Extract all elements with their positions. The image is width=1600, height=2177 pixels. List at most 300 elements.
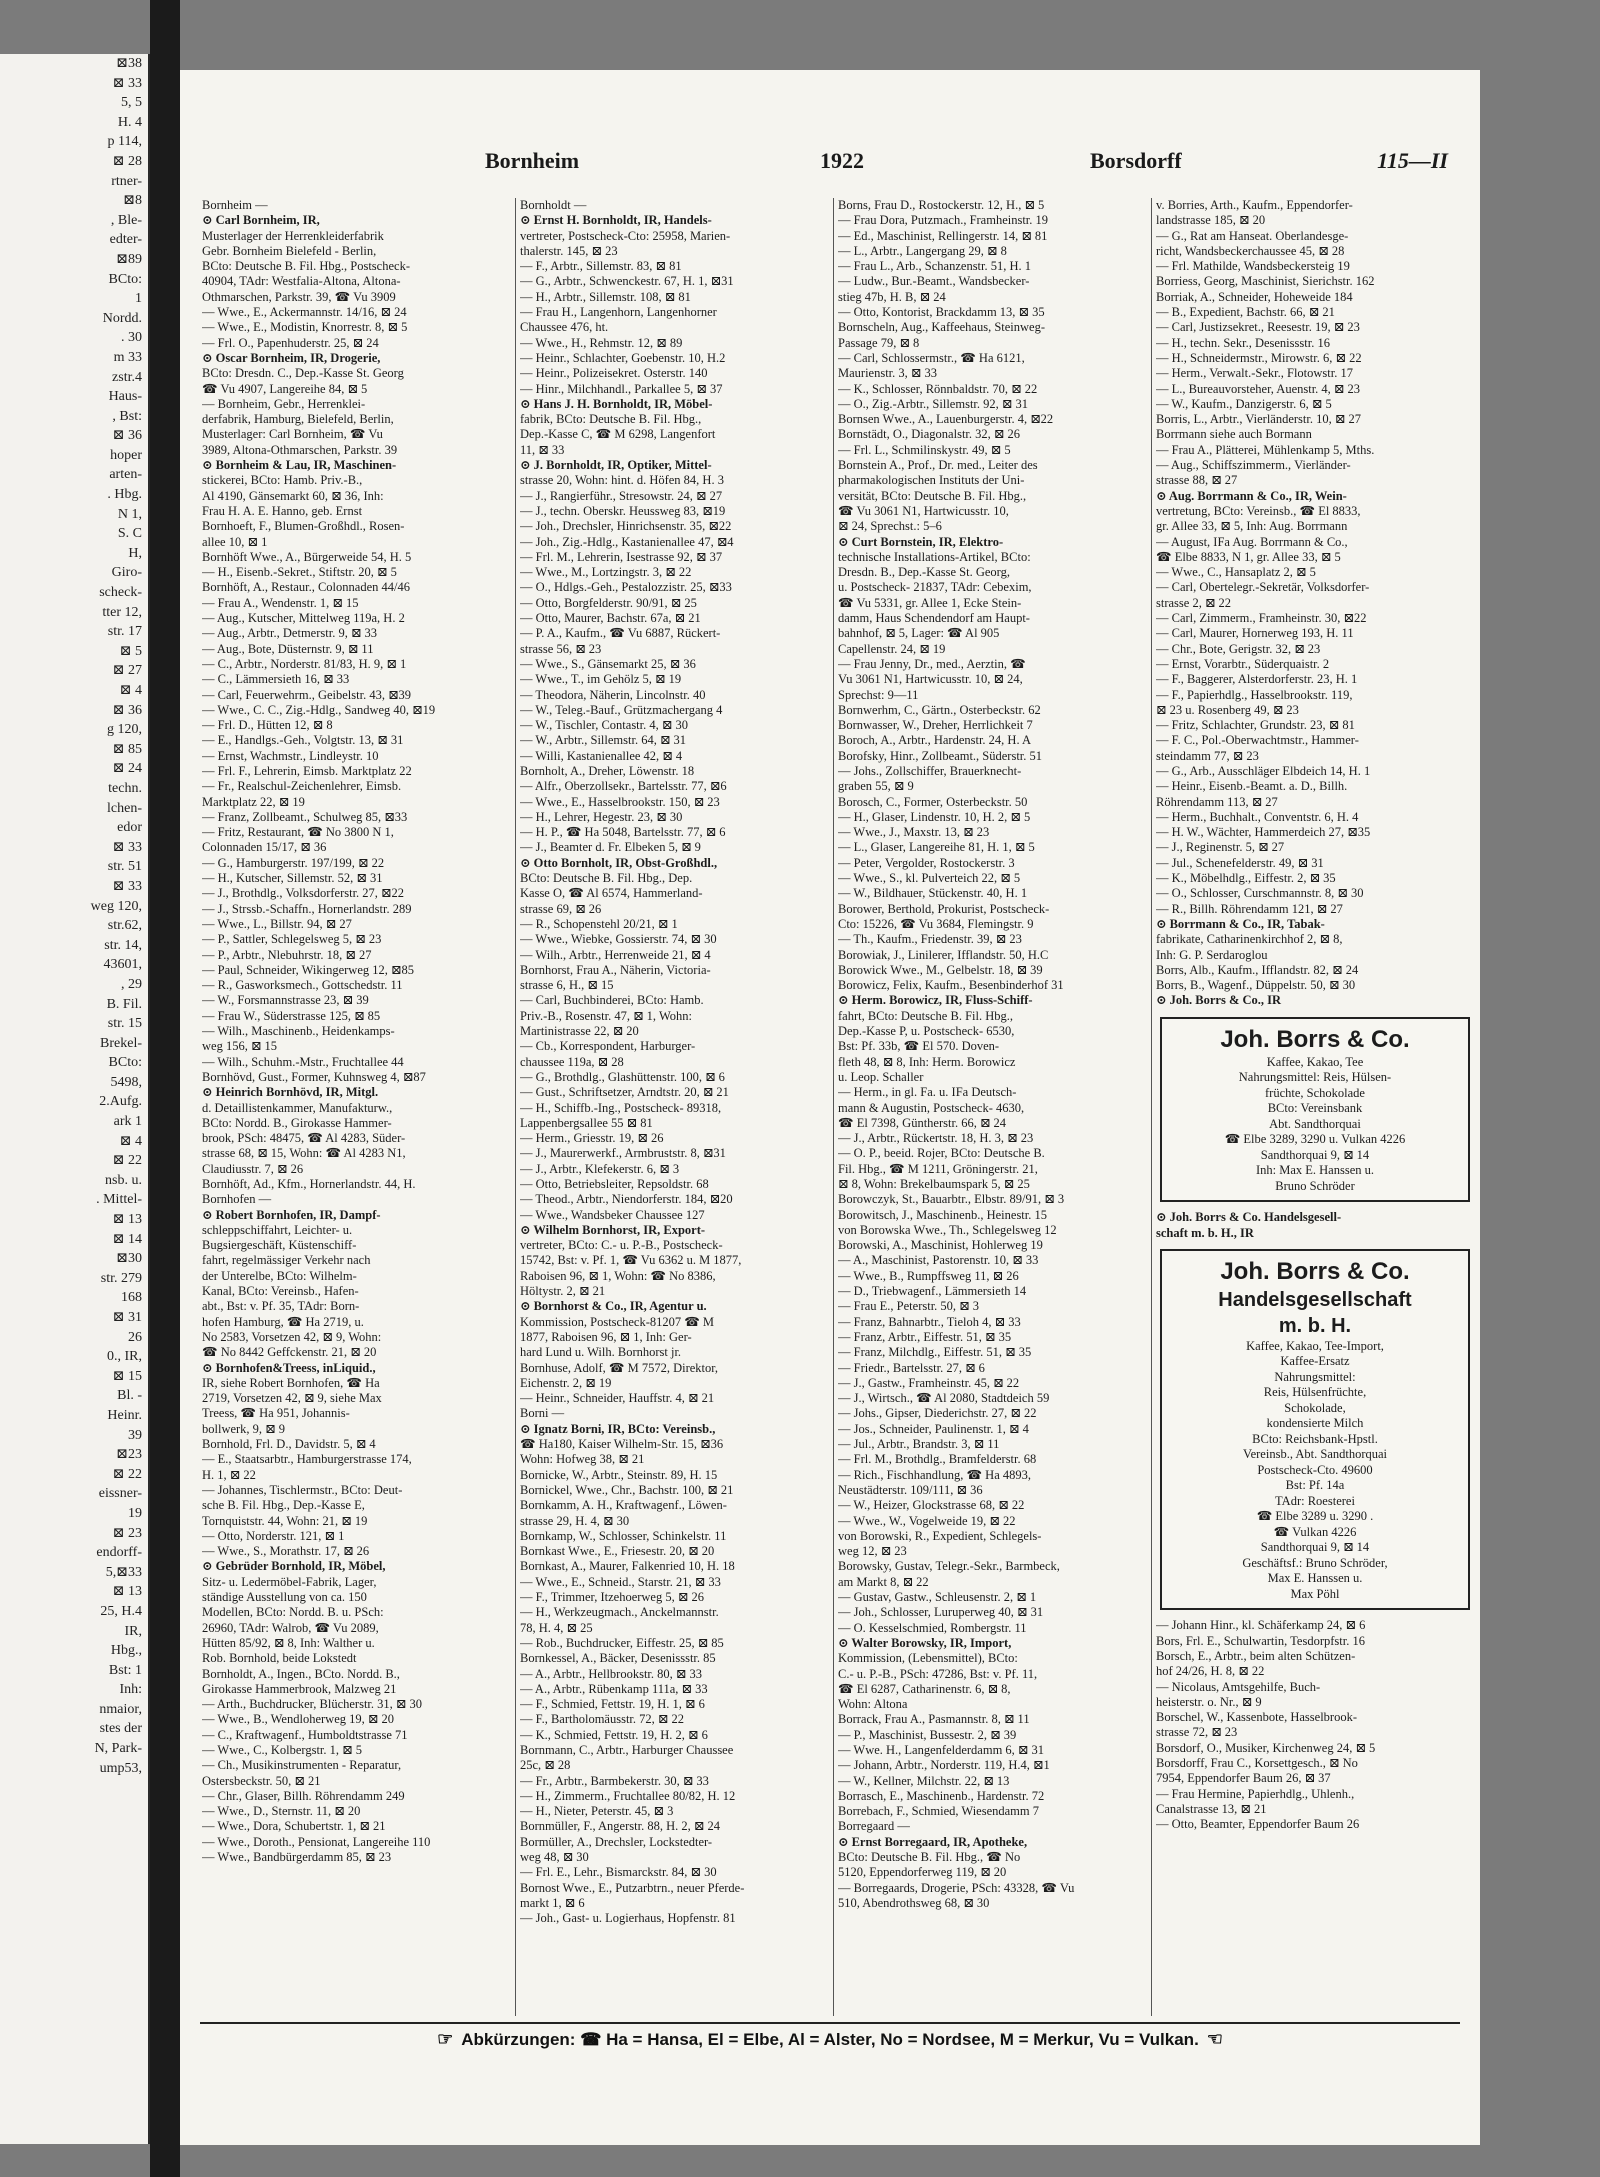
directory-entry: — A., Maschinist, Pastorenstr. 10, ⊠ 33 [838,1253,1039,1268]
directory-entry: ⊙ Walter Borowsky, IR, Import, [838,1635,1012,1650]
fragment-line: ⊠ 85 [112,741,142,757]
directory-entry: ⊙ Herm. Borowicz, IR, Fluss-Schiff- [838,993,1033,1008]
column-2 [520,198,830,2016]
directory-entry: ⊙ Robert Bornhofen, IR, Dampf- [202,1207,381,1222]
fragment-line: 25, H.4 [100,1603,142,1619]
directory-entry: BCto: Deutsche B. Fil. Hbg., Dep. [520,871,693,886]
fragment-line: ⊠ 22 [112,1466,142,1482]
directory-entry: — Arth., Buchdrucker, Blücherstr. 31, ⊠ 30 [202,1697,423,1712]
directory-entry: — W., Kellner, Milchstr. 22, ⊠ 13 [838,1773,1010,1788]
directory-entry: — J., Maurerwerkf., Armbruststr. 8, ⊠31 [520,1146,726,1161]
directory-entry: Borrmann siehe auch Bormann [1156,427,1312,442]
directory-entry: Bornstädt, O., Diagonalstr. 32, ⊠ 26 [838,427,1020,442]
directory-entry: — J., Rangierführ., Stresowstr. 24, ⊠ 27 [520,488,723,503]
directory-entry: 26960, TAdr: Walrob, ☎ Vu 2089, [202,1620,379,1635]
directory-entry: damm, Haus Schendendorf am Haupt- [838,611,1030,626]
fragment-line: scheck- [99,585,142,601]
directory-entry: — Gust., Schriftsetzer, Arndtstr. 20, ⊠ 21 [520,1085,729,1100]
directory-entry: Bornholdt, A., Ingen., BCto. Nordd. B., [202,1666,400,1681]
directory-entry: 7954, Eppendorfer Baum 26, ⊠ 37 [1156,1771,1331,1786]
fragment-line: p 114, [107,134,142,150]
fragment-line: ⊠ 23 [112,1525,142,1541]
directory-columns [202,198,1474,2016]
directory-entry: fahrt, regelmässiger Verkehr nach [202,1253,371,1268]
directory-entry: — Heinr., Schneider, Hauffstr. 4, ⊠ 21 [520,1391,715,1406]
advertisement-borrs-1 [1160,1017,1470,1203]
column-4-entries-mid [1156,1210,1474,1241]
directory-entry: — Wwe., L., Billstr. 94, ⊠ 27 [202,916,352,931]
directory-entry: ⊙ J. Bornholdt, IR, Optiker, Mittel- [520,458,712,473]
directory-entry: — Frl. L., Schmilinskystr. 49, ⊠ 5 [838,442,1011,457]
directory-entry: ⊙ Bornhofen&Treess, inLiquid., [202,1360,376,1375]
fragment-line: ⊠ 33 [112,839,142,855]
fragment-line: BCto: [108,271,142,287]
directory-entry: — L., Arbtr., Langergang 29, ⊠ 8 [838,243,1007,258]
directory-entry: steindamm 77, ⊠ 23 [1156,748,1259,763]
directory-entry: — Aug., Kutscher, Mittelweg 119a, H. 2 [202,611,405,626]
fragment-line: 26 [128,1329,142,1345]
directory-entry: Kanal, BCto: Vereinsb., Hafen- [202,1284,359,1299]
directory-entry: — Theod., Arbtr., Niendorferstr. 184, ⊠20 [520,1192,733,1207]
directory-entry: Bors, Frl. E., Schulwartin, Tesdorpfstr. 16 [1156,1633,1365,1648]
fragment-line: weg 120, [90,898,142,914]
header-left-word: Bornheim [485,148,580,173]
directory-entry: ⊠ 8, Wohn: Brekelbaumspark 5, ⊠ 25 [838,1177,1030,1191]
directory-entry: ⊙ Carl Bornheim, IR, [202,213,320,228]
directory-entry: Bornkast, A., Maurer, Falkenried 10, H. 18 [520,1559,735,1574]
directory-entry: — Otto, Borgfelderstr. 90/91, ⊠ 25 [520,595,697,610]
directory-entry: — Jul., Arbtr., Brandstr. 3, ⊠ 11 [838,1437,1000,1452]
fragment-line: , 29 [121,976,142,992]
ad-line: BCto: Reichsbank-Hpstl. [1252,1431,1378,1446]
directory-entry: 5120, Eppendorferweg 119, ⊠ 20 [838,1865,1007,1880]
ad-line: Bst: Pf. 14a [1285,1478,1345,1493]
directory-entry: — O., Schlosser, Curschmannstr. 8, ⊠ 30 [1156,886,1364,901]
directory-entry: No 2583, Vorsetzen 42, ⊠ 9, Wohn: [202,1329,382,1344]
directory-entry: Bornmüller, F., Angerstr. 88, H. 2, ⊠ 24 [520,1819,720,1834]
fragment-line: Nordd. [102,310,142,326]
directory-entry: fabrikate, Catharinenkirchhof 2, ⊠ 8, [1156,932,1343,947]
directory-entry: Bst: Pf. 33b, ☎ El 570. Doven- [838,1039,1000,1054]
directory-entry: — W., Teleg.-Bauf., Grützmachergang 4 [520,702,723,717]
directory-entry: — Joh., Gast- u. Logierhaus, Hopfenstr. 81 [520,1911,736,1926]
directory-entry: — Wwe., C., Kolbergstr. 1, ⊠ 5 [202,1742,363,1757]
directory-entry: — Carl, Justizsekret., Reesestr. 19, ⊠ 23 [1156,320,1360,335]
ad-line: Vereinsb., Abt. Sandthorquai [1242,1447,1388,1462]
ad-line: Schokolade, [1284,1400,1346,1415]
directory-entry: landstrasse 185, ⊠ 20 [1156,213,1266,228]
fragment-line: Hbg., [110,1643,142,1659]
directory-entry: — P., Sattler, Schlegelsweg 5, ⊠ 23 [202,932,382,947]
ad-line: Abt. Sandthorquai [1269,1116,1361,1131]
directory-entry: 78, H. 4, ⊠ 25 [520,1620,593,1635]
ad-title: Joh. Borrs & Co. [1220,1025,1410,1053]
directory-entry: — Otto, Betriebsleiter, Repsoldstr. 68 [520,1177,709,1191]
directory-entry: Al 4190, Gänsemarkt 60, ⊠ 36, Inh: [202,488,384,503]
directory-entry: ⊙ Ignatz Borni, IR, BCto: Vereinsb., [520,1421,716,1436]
directory-entry: Modellen, BCto: Nordd. B. u. PSch: [202,1605,384,1620]
ad-title: Joh. Borrs & Co. [1220,1257,1410,1285]
directory-entry: von Borowska Wwe., Th., Schlegelsweg 12 [838,1222,1057,1237]
directory-entry: Canalstrasse 13, ⊠ 21 [1156,1801,1267,1816]
directory-entry: — Joh., Zig.-Hdlg., Kastanienallee 47, ⊠4 [520,534,734,549]
directory-entry: bahnhof, ⊠ 5, Lager: ☎ Al 905 [838,626,1000,641]
directory-entry: — W., Heizer, Glockstrasse 68, ⊠ 22 [838,1498,1025,1513]
directory-entry: Maurienstr. 3, ⊠ 33 [838,366,938,381]
directory-entry: — Wwe., E., Hasselbrookstr. 150, ⊠ 23 [520,794,720,809]
directory-entry: — C., Kraftwagenf., Humboldtstrasse 71 [202,1727,408,1742]
ad-lines [1166,1055,1464,1195]
directory-entry: Kommission, Postscheck-81207 ☎ M [520,1314,715,1329]
directory-entry: — Johannes, Tischlermstr., BCto: Deut- [202,1482,403,1497]
directory-entry: markt 1, ⊠ 6 [520,1895,585,1910]
directory-entry: — Wwe., C., Hansaplatz 2, ⊠ 5 [1156,565,1316,580]
fragment-line: str.62, [107,918,142,934]
directory-entry: Claudiusstr. 7, ⊠ 26 [202,1161,304,1176]
directory-entry: ⊙ Aug. Borrmann & Co., IR, Wein- [1156,488,1347,503]
directory-entry: — G., Brothdlg., Glashüttenstr. 100, ⊠ 6 [520,1069,725,1084]
fragment-line: techn. [108,780,142,796]
directory-entry: — Carl, Buchbinderei, BCto: Hamb. [520,993,704,1008]
directory-entry: Borowicz, Felix, Kaufm., Besenbinderhof 31 [838,978,1064,993]
ad-subtitle: m. b. H. [1278,1314,1352,1337]
ad-line: Kaffee-Ersatz [1280,1354,1350,1369]
directory-entry: — H. W., Wächter, Hammerdeich 27, ⊠35 [1156,825,1371,840]
fragment-line: str. 51 [107,859,142,875]
directory-entry: — Frl. M., Lehrerin, Isestrasse 92, ⊠ 37 [520,549,723,564]
directory-entry: am Markt 8, ⊠ 22 [838,1574,929,1589]
directory-entry: — Wwe., Dora, Schubertstr. 1, ⊠ 21 [202,1819,386,1834]
directory-entry: — Frau H., Langenhorn, Langenhorner [520,305,717,320]
directory-entry: Borrasch, E., Maschinenb., Hardenstr. 72 [838,1788,1045,1803]
directory-entry: — F., Bartholomäusstr. 72, ⊠ 22 [520,1712,684,1727]
page-header [200,148,1460,182]
directory-entry: — K., Möbelhdlg., Eiffestr. 2, ⊠ 35 [1156,871,1336,886]
ad-line: Kaffee, Kakao, Tee [1266,1054,1364,1069]
directory-entry: strasse 6, H., ⊠ 15 [520,978,614,993]
directory-entry: technische Installations-Artikel, BCto: [838,549,1031,564]
directory-entry: Martinistrasse 22, ⊠ 20 [520,1024,639,1039]
fragment-line: str. 15 [107,1016,142,1032]
directory-entry: — G., Rat am Hanseat. Oberlandesge- [1156,228,1349,243]
directory-entry: Bornhold, Frl. D., Davidstr. 5, ⊠ 4 [202,1437,376,1452]
directory-entry: — Wilh., Arbtr., Herrenweide 21, ⊠ 4 [520,947,711,962]
column-divider [833,198,834,2016]
directory-entry: — Ch., Musikinstrumenten - Reparatur, [202,1758,402,1773]
fragment-line: ⊠30 [116,1251,142,1267]
fragment-line: ⊠ 15 [112,1368,142,1384]
directory-entry: ☎ El 6287, Catharinenstr. 6, ⊠ 8, [838,1681,1011,1696]
directory-entry: — H., Schiffb.-Ing., Postscheck- 89318, [520,1100,722,1115]
fragment-line: 168 [121,1290,142,1306]
directory-entry: hofen Hamburg, ☎ Ha 2719, u. [202,1314,364,1329]
fragment-line: ⊠23 [116,1447,142,1463]
directory-entry: abt., Bst: v. Pf. 35, TAdr: Born- [202,1299,360,1314]
directory-entry: — Peter, Vergolder, Rostockerstr. 3 [838,855,1015,870]
directory-entry: Wohn: Hofweg 38, ⊠ 21 [520,1452,645,1467]
directory-entry: Bornwasser, W., Dreher, Herrlichkeit 7 [838,718,1033,733]
directory-entry: Musterlager der Herrenkleiderfabrik [202,228,384,243]
directory-entry: — L., Bureauvorsteher, Auenstr. 4, ⊠ 23 [1156,381,1361,396]
directory-entry: vertretung, BCto: Vereinsb., ☎ El 8833, [1156,503,1361,518]
directory-entry: strasse 69, ⊠ 26 [520,901,602,916]
directory-entry: — G., Arbtr., Schwenckestr. 67, H. 1, ⊠31 [520,274,734,289]
directory-entry: strasse 20, Wohn: hint. d. Höfen 84, H. 3 [520,473,724,488]
directory-entry: Passage 79, ⊠ 8 [838,335,920,350]
fragment-line: . Hbg. [107,487,142,503]
directory-entry: Borriak, A., Schneider, Hoheweide 184 [1156,289,1353,304]
directory-entry: Raboisen 96, ⊠ 1, Wohn: ☎ No 8386, [520,1268,716,1283]
directory-entry: — Frau L., Arb., Schanzenstr. 51, H. 1 [838,259,1032,274]
directory-entry: — Fr., Realschul-Zeichenlehrer, Eimsb. [202,779,402,794]
ad-line: Reis, Hülsenfrüchte, [1263,1385,1367,1400]
fragment-line: str. 17 [107,624,142,640]
fragment-line: 5498, [110,1074,142,1090]
directory-entry: — Borregaards, Drogerie, PSch: 43328, ☎ Vu [838,1880,1075,1895]
directory-entry: — J., Arbtr., Rückertstr. 18, H. 3, ⊠ 23 [838,1131,1034,1146]
directory-entry: mann & Augustin, Postscheck- 4630, [838,1100,1025,1115]
directory-entry: — Ludw., Bur.-Beamt., Wandsbecker- [838,274,1030,289]
directory-entry: — J., Arbtr., Klefekerstr. 6, ⊠ 3 [520,1161,680,1176]
directory-entry: pharmakologischen Instituts der Uni- [838,473,1025,488]
directory-entry: 11, ⊠ 33 [520,442,565,457]
directory-entry: — A., Arbtr., Hellbrookstr. 80, ⊠ 33 [520,1666,703,1681]
directory-entry: Bornhorst, Frau A., Näherin, Victoria- [520,962,711,977]
directory-entry: — B., Expedient, Bachstr. 66, ⊠ 21 [1156,305,1335,320]
directory-entry: Borni — [520,1406,565,1421]
directory-entry: 2719, Vorsetzen 42, ⊠ 9, siehe Max [202,1391,382,1406]
directory-entry: ⊙ Curt Bornstein, IR, Elektro- [838,534,1004,549]
directory-entry: — Frau Jenny, Dr., med., Aerztin, ☎ [838,656,1026,671]
directory-entry: — Carl, Obertelegr.-Sekretär, Volksdorfer- [1156,580,1370,595]
directory-entry: — J., Strssb.-Schaffn., Hornerlandstr. 289 [202,901,412,916]
directory-entry: Kommission, (Lebensmittel), BCto: [838,1651,1018,1666]
directory-entry: ☎ Vu 4907, Langereihe 84, ⊠ 5 [202,381,368,396]
directory-entry: — R., Gasworksmech., Gottschedstr. 11 [202,978,403,993]
directory-entry: ⊙ Wilhelm Bornhorst, IR, Export- [520,1222,706,1237]
directory-entry: ⊙ Gebrüder Bornhold, IR, Möbel, [202,1559,386,1574]
header-year: 1922 [820,148,864,173]
directory-entry: — Wwe., B., Wendloherweg 19, ⊠ 20 [202,1712,394,1727]
fragment-line: ⊠ 4 [119,1133,142,1149]
ad-line: Geschäftsf.: Bruno Schröder, [1242,1555,1388,1570]
directory-entry: — Otto, Kontorist, Brackdamm 13, ⊠ 35 [838,305,1045,320]
directory-entry: Kasse O, ☎ Al 6574, Hammerland- [520,886,703,901]
directory-entry: Bornkast Wwe., E., Friesestr. 20, ⊠ 20 [520,1544,715,1559]
directory-entry: — Rob., Buchdrucker, Eiffestr. 25, ⊠ 85 [520,1635,724,1650]
directory-entry: Bornhoeft, F., Blumen-Großhdl., Rosen- [202,519,405,534]
directory-entry: Sprechst: 9—11 [838,687,919,702]
ad-line: Postscheck-Cto. 49600 [1257,1462,1373,1477]
directory-entry: — F., Trimmer, Itzehoerweg 5, ⊠ 26 [520,1590,704,1605]
directory-entry: — Hinr., Milchhandl., Parkallee 5, ⊠ 37 [520,381,723,396]
directory-entry: bollwerk, 9, ⊠ 9 [202,1421,286,1436]
directory-entry: — W., Tischler, Contastr. 4, ⊠ 30 [520,718,688,733]
directory-entry: Borowski, A., Maschinist, Hohlerweg 19 [838,1238,1043,1253]
directory-entry: vertreter, Postscheck-Cto: 25958, Marien- [520,228,731,243]
directory-entry: Neustädterstr. 109/111, ⊠ 36 [838,1482,983,1497]
directory-entry: — Wwe., M., Lortzingstr. 3, ⊠ 22 [520,565,692,580]
directory-entry: ständige Ausstellung von ca. 150 [202,1590,367,1605]
directory-entry: Bornkamp, W., Schlosser, Schinkelstr. 11 [520,1528,727,1543]
directory-entry: Borowiak, J., Linilerer, Ifflandstr. 50, H.C [838,947,1049,962]
directory-entry: Marktplatz 22, ⊠ 19 [202,794,305,809]
directory-entry: Borower, Berthold, Prokurist, Postscheck- [838,901,1050,916]
directory-entry: — Johs., Zollschiffer, Brauerknecht- [838,763,1022,778]
directory-entry: stickerei, BCto: Hamb. Priv.-B., [202,473,363,488]
page-number: 115—II [1377,148,1448,173]
directory-entry: ☎ Ha180, Kaiser Wilhelm-Str. 15, ⊠36 [520,1437,724,1452]
header-right-word: Borsdorff [1090,148,1182,173]
directory-entry: Rob. Bornhold, beide Lokstedt [202,1651,357,1666]
fragment-line: edor [117,820,142,836]
directory-entry: fahrt, BCto: Deutsche B. Fil. Hbg., [838,1008,1013,1023]
directory-entry: — Fr., Arbtr., Barmbekerstr. 30, ⊠ 33 [520,1773,709,1788]
fragment-line: arten- [109,467,142,483]
fragment-line: ⊠ 33 [112,878,142,894]
directory-entry: — Frau Hermine, Papierhdlg., Uhlenh., [1156,1786,1355,1801]
directory-entry: Gebr. Bornheim Bielefeld - Berlin, [202,243,377,258]
directory-entry: — F., Papierhdlg., Hasselbrookstr. 119, [1156,687,1353,702]
directory-entry: — Frl. O., Papenhuderstr. 25, ⊠ 24 [202,335,379,350]
directory-entry: Bornholt, A., Dreher, Löwenstr. 18 [520,763,695,778]
directory-entry: — Aug., Schiffszimmerm., Vierländer- [1156,458,1351,473]
fragment-line: 19 [128,1505,142,1521]
directory-entry: — Wwe., W., Vogelweide 19, ⊠ 22 [838,1513,1016,1528]
directory-entry: — K., Schmied, Fettstr. 19, H. 2, ⊠ 6 [520,1727,708,1742]
directory-entry: Bornmann, C., Arbtr., Harburger Chaussee [520,1742,734,1757]
directory-entry: Vu 3061 N1, Hartwicusstr. 10, ⊠ 24, [838,672,1023,687]
fragment-line: B. Fil. [106,996,142,1012]
directory-entry: Dep.-Kasse C, ☎ M 6298, Langenfort [520,427,716,442]
directory-entry: Bornicke, W., Arbtr., Steinstr. 89, H. 15 [520,1467,718,1482]
directory-entry: ⊙ Joh. Borrs & Co., IR [1156,993,1282,1008]
ad-line: Kaffee, Kakao, Tee-Import, [1246,1338,1384,1353]
fragment-line: IR, [124,1623,142,1639]
directory-entry: weg 12, ⊠ 23 [838,1544,907,1559]
directory-entry: ⊙ Hans J. H. Bornholdt, IR, Möbel- [520,396,713,411]
fragment-line: . Mittel- [96,1192,142,1208]
directory-entry: thalerstr. 145, ⊠ 23 [520,243,618,258]
directory-entry: gr. Allee 33, ⊠ 5, Inh: Aug. Borrmann [1156,519,1348,534]
directory-entry: versität, BCto: Deutsche B. Fil. Hbg., [838,488,1027,503]
directory-entry: — Joh., Drechsler, Hinrichsenstr. 35, ⊠22 [520,519,732,534]
directory-entry: — Heinr., Polizeisekret. Osterstr. 140 [520,366,708,381]
directory-entry: Bornickel, Wwe., Chr., Bachstr. 100, ⊠ 21 [520,1482,734,1497]
directory-entry: BCto: Nordd. B., Girokasse Hammer- [202,1115,392,1130]
directory-entry: ☎ El 7398, Güntherstr. 66, ⊠ 24 [838,1115,1007,1130]
fragment-line: ⊠ 14 [112,1231,142,1247]
directory-entry: — Otto, Norderstr. 121, ⊠ 1 [202,1528,345,1543]
directory-entry: — Frau E., Peterstr. 50, ⊠ 3 [838,1299,980,1314]
fragment-line: 39 [128,1427,142,1443]
fragment-line: ⊠89 [116,251,142,267]
directory-entry: — Otto, Maurer, Bachstr. 67a, ⊠ 21 [520,611,701,626]
directory-entry: — P., Arbtr., Nlebuhrstr. 18, ⊠ 27 [202,947,372,962]
directory-entry: strasse 56, ⊠ 23 [520,641,602,656]
directory-entry: weg 156, ⊠ 15 [202,1039,278,1054]
directory-entry: — Franz, Milchdlg., Eiffestr. 51, ⊠ 35 [838,1345,1032,1360]
ad-line: Nahrungsmittel: Reis, Hülsen- [1238,1070,1392,1085]
directory-entry: — Franz, Arbtr., Eiffestr. 51, ⊠ 35 [838,1329,1012,1344]
directory-entry: Bornheim — [202,198,268,212]
directory-entry: Bornkamm, A. H., Kraftwagenf., Löwen- [520,1498,727,1513]
directory-entry: — Ernst, Wachmstr., Lindleystr. 10 [202,748,379,763]
fragment-line: N 1, [117,506,142,522]
previous-page-strip [0,54,150,2144]
fragment-line: ⊠ 33 [112,75,142,91]
directory-entry: u. Leop. Schaller [838,1069,924,1084]
directory-entry: ⊙ Otto Bornholt, IR, Obst-Großhdl., [520,855,718,870]
ad-lines [1166,1339,1464,1603]
directory-entry: — Wilh., Schuhm.-Mstr., Fruchtallee 44 [202,1054,404,1069]
pointing-hand-icon: ☜ [1206,2029,1223,2049]
directory-entry: Priv.-B., Rosenstr. 47, ⊠ 1, Wohn: [520,1008,692,1023]
ad-line: Nahrungsmittel: [1274,1369,1356,1384]
fragment-line: Giro- [111,565,142,581]
abbreviations-text: Abkürzungen: ☎ Ha = Hansa, El = Elbe, Al = Alster, No = Nordsee, M = Merkur, Vu = Vulkan. [461,2030,1199,2049]
directory-entry: — Wilh., Maschinenb., Heidenkamps- [202,1024,395,1039]
directory-entry: — Jos., Schneider, Paulinenstr. 1, ⊠ 4 [838,1421,1029,1436]
directory-entry: — Theodora, Näherin, Lincolnstr. 40 [520,687,706,702]
directory-entry: — Heinr., Eisenb.-Beamt. a. D., Billh. [1156,779,1348,794]
fragment-line: , Bst: [112,408,142,424]
advertisement-borrs-2 [1160,1249,1470,1611]
fragment-line: H. 4 [117,114,142,130]
directory-entry: BCto: Deutsche B. Fil. Hbg., Postscheck- [202,259,410,274]
directory-entry: Borns, Frau D., Rostockerstr. 12, H., ⊠ 5 [838,198,1045,212]
fragment-line: Haus- [108,389,142,405]
fragment-line: zstr.4 [112,369,142,385]
ad-line: BCto: Vereinsbank [1267,1101,1363,1116]
fragment-line: g 120, [107,722,142,738]
directory-entry: — Frau A., Plätterei, Mühlenkamp 5, Mths. [1156,442,1375,457]
directory-entry: Borsdorff, Frau C., Korsettgesch., ⊠ No [1156,1756,1358,1770]
directory-entry: Tornquiststr. 44, Wohn: 21, ⊠ 19 [202,1513,368,1528]
directory-entry: Othmarschen, Parkstr. 39, ☎ Vu 3909 [202,289,396,304]
directory-entry: — Wwe., C. C., Zig.-Hdlg., Sandweg 40, ⊠19 [202,702,436,717]
directory-entry: ☎ Elbe 8833, N 1, gr. Allee 33, ⊠ 5 [1156,549,1341,564]
directory-entry: hof 24/26, H. 8, ⊠ 22 [1156,1664,1265,1679]
directory-entry: ☎ Vu 5331, gr. Allee 1, Ecke Stein- [838,595,1022,610]
column-3 [838,198,1148,2016]
directory-entry: — F. C., Pol.-Oberwachtmstr., Hammer- [1156,733,1359,748]
directory-entry: — Johann Hinr., kl. Schäferkamp 24, ⊠ 6 [1156,1618,1366,1633]
directory-entry: — Paul, Schneider, Wikingerweg 12, ⊠85 [202,962,414,977]
directory-entry: derfabrik, Hamburg, Bielefeld, Berlin, [202,412,394,427]
directory-entry: — Frl. F., Lehrerin, Eimsb. Marktplatz 22 [202,763,412,778]
pointing-hand-icon: ☞ [437,2029,454,2049]
directory-entry: von Borowski, R., Expedient, Schlegels- [838,1528,1042,1543]
directory-entry: — Friedr., Bartelsstr. 27, ⊠ 6 [838,1360,985,1375]
directory-entry: strasse 72, ⊠ 23 [1156,1725,1238,1740]
directory-entry: 1877, Raboisen 96, ⊠ 1, Inh: Ger- [520,1329,692,1344]
directory-entry: — H., techn. Sekr., Desenissstr. 16 [1156,335,1330,350]
fragment-line: nsb. u. [105,1172,142,1188]
fragment-line: ⊠ 24 [112,761,142,777]
directory-entry: strasse 29, H. 4, ⊠ 30 [520,1513,630,1528]
directory-entry: Ostersbeckstr. 50, ⊠ 21 [202,1773,321,1788]
fragment-line: ⊠ 5 [119,643,142,659]
directory-entry: — H., Arbtr., Sillemstr. 108, ⊠ 81 [520,289,691,304]
directory-entry: Borschel, W., Kassenbote, Hasselbrook- [1156,1710,1358,1725]
fragment-line: str. 279 [100,1270,142,1286]
directory-entry: Borris, L., Arbtr., Vierländerstr. 10, ⊠ 27 [1156,412,1361,427]
directory-entry: allee 10, ⊠ 1 [202,534,268,549]
directory-entry: Borowczyk, St., Bauarbtr., Elbstr. 89/91, ⊠ 3 [838,1192,1065,1207]
directory-entry: Fil. Hbg., ☎ M 1211, Gröningerstr. 21, [838,1161,1038,1176]
directory-entry: Bornost Wwe., E., Putzarbtrn., neuer Pferde- [520,1880,745,1895]
